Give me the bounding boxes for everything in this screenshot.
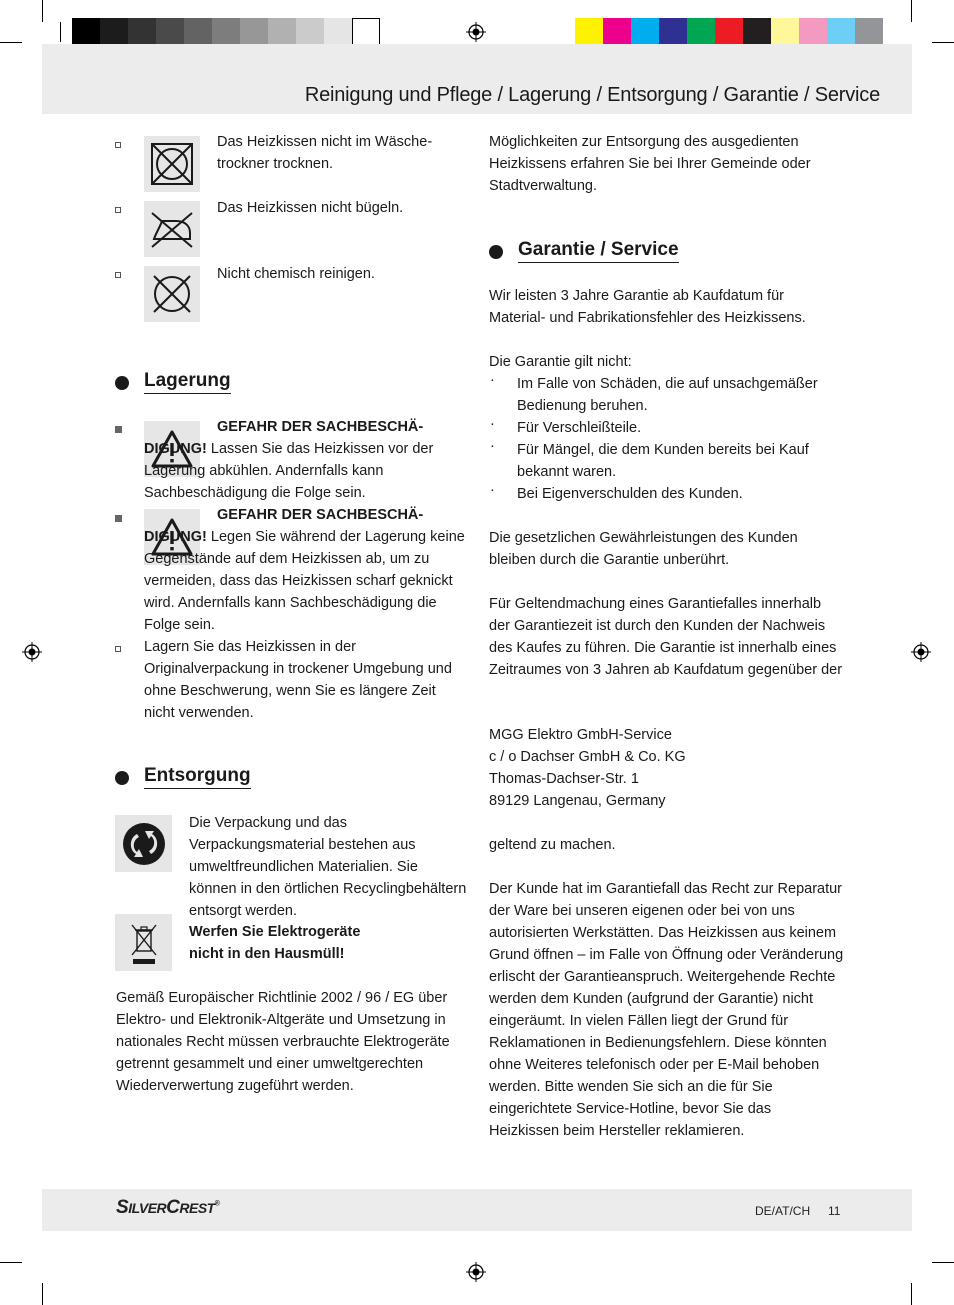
no-dry-cleaning-icon <box>149 271 195 317</box>
section-heading-entsorgung: Entsorgung <box>144 765 251 789</box>
crop-mark <box>0 1262 22 1263</box>
weee-warning <box>189 921 469 965</box>
gray-swatch <box>212 18 240 46</box>
brand-logo: SILVERCREST® <box>116 1197 220 1218</box>
gray-swatch <box>100 18 128 46</box>
care-text: Nicht chemisch reinigen. <box>217 266 375 282</box>
exclusion-item: Im Falle von Schäden, die auf unsachgemäßer Bedienung beruhen. <box>517 376 818 414</box>
warranty-text: Wir leisten 3 Jahre Garantie ab Kaufdatum für Material- und Fabrikationsfehler des Heizkissens. <box>489 288 806 326</box>
color-swatch <box>575 18 603 46</box>
care-symbol-box <box>144 136 200 192</box>
service-address <box>489 724 839 812</box>
address-line: Thomas-Dachser-Str. 1 <box>489 771 639 787</box>
registration-mark-icon <box>22 642 42 662</box>
gray-swatch <box>296 18 324 46</box>
crop-mark <box>932 42 954 43</box>
crop-mark <box>0 42 22 43</box>
warning-label: GEFAHR DER SACHBESCHÄ-DIGUNG! <box>144 507 424 545</box>
no-tumble-dry-icon <box>149 141 195 187</box>
storage-text: Lagern Sie das Heizkissen in der Originalverpackung in trockener Umgebung und ohne Beschwerung, wenn Sie es längere Zeit nicht verwenden. <box>144 639 452 721</box>
page-number: 11 <box>828 1204 841 1218</box>
gray-swatch <box>324 18 352 46</box>
warranty-text: Die Garantie gilt nicht: <box>489 354 632 370</box>
square-bullet <box>115 515 122 522</box>
checkbox-bullet <box>115 142 121 148</box>
registration-mark-icon <box>911 642 931 662</box>
color-swatch <box>827 18 855 46</box>
list-dot: · <box>490 438 495 454</box>
color-swatch <box>743 18 771 46</box>
color-swatch <box>715 18 743 46</box>
gray-swatch <box>352 18 380 46</box>
heading-bullet <box>115 771 129 785</box>
warranty-text: Die gesetzlichen Gewährleistungen des Kunden bleiben durch die Garantie unberührt. <box>489 530 798 568</box>
page-title: Reinigung und Pflege / Lagerung / Entsorgung / Garantie / Service <box>304 84 880 106</box>
crop-mark <box>932 1262 954 1263</box>
list-dot: · <box>490 372 495 388</box>
crossed-out-bin-icon <box>124 919 164 967</box>
gray-swatch <box>128 18 156 46</box>
registration-mark-icon <box>466 1262 486 1282</box>
crop-mark <box>42 0 43 22</box>
gray-swatch <box>72 18 100 46</box>
crop-mark <box>911 0 912 22</box>
warning-text <box>144 504 468 636</box>
recycle-symbol-box <box>115 815 172 872</box>
registration-mark-icon <box>466 22 486 42</box>
checkbox-bullet <box>115 646 121 652</box>
care-text: Das Heizkissen nicht bügeln. <box>217 200 404 216</box>
gray-swatch <box>268 18 296 46</box>
checkbox-bullet <box>115 272 121 278</box>
no-ironing-icon <box>148 209 196 249</box>
checkbox-bullet <box>115 207 121 213</box>
color-swatch <box>687 18 715 46</box>
color-swatch <box>631 18 659 46</box>
exclusion-item: Bei Eigenverschulden des Kunden. <box>517 486 743 502</box>
crop-mark <box>42 1283 43 1305</box>
weee-symbol-box <box>115 914 172 971</box>
care-text: Das Heizkissen nicht im Wäsche-trockner trocknen. <box>217 134 433 172</box>
language-code: DE/AT/CH <box>755 1204 811 1218</box>
gray-swatch <box>184 18 212 46</box>
care-symbol-box <box>144 266 200 322</box>
color-swatch <box>659 18 687 46</box>
color-swatch <box>771 18 799 46</box>
address-line: MGG Elektro GmbH-Service <box>489 727 672 743</box>
color-swatch <box>799 18 827 46</box>
crop-mark <box>911 1283 912 1305</box>
color-swatch <box>855 18 883 46</box>
weee-line: Werfen Sie Elektrogeräte <box>189 924 361 940</box>
disposal-intro: Möglichkeiten zur Entsorgung des ausgedienten Heizkissens erfahren Sie bei Ihrer Gemeinde oder Stadtverwaltung. <box>489 134 811 194</box>
address-line: 89129 Langenau, Germany <box>489 793 666 809</box>
section-heading-lagerung: Lagerung <box>144 370 231 394</box>
heading-bullet <box>489 245 503 259</box>
exclusion-item: Für Mängel, die dem Kunden bereits bei Kauf bekannt waren. <box>517 442 809 480</box>
crop-mark <box>60 22 61 42</box>
square-bullet <box>115 426 122 433</box>
heading-bullet <box>115 376 129 390</box>
weee-line: nicht in den Hausmüll! <box>189 946 345 962</box>
warning-body: Legen Sie während der Lagerung keine Gegenstände auf dem Heizkissen ab, um zu vermeiden, dass das Heizkissen scharf geknickt wird. Andernfalls kann Sachbeschädigung die Folge sein. <box>144 529 465 633</box>
warning-text <box>144 416 468 504</box>
recycle-text: Die Verpackung und das Verpackungsmaterial bestehen aus umweltfreundlichen Materialien. Sie können in den örtlichen Recyclingbehältern entsorgt werden. <box>189 815 467 919</box>
recycling-green-dot-icon <box>121 821 167 867</box>
care-symbol-box <box>144 201 200 257</box>
warranty-text: geltend zu machen. <box>489 837 616 853</box>
exclusion-item: Für Verschleißteile. <box>517 420 642 436</box>
directive-text: Gemäß Europäischer Richtlinie 2002 / 96 / EG über Elektro- und Elektronik-Altgeräte und Umsetzung in nationales Recht müssen verbrauchte Elektrogeräte getrennt gesammelt und einer umweltgerechten Wiederverwertung zugeführt werden. <box>116 990 450 1094</box>
warranty-text: Der Kunde hat im Garantiefall das Recht zur Reparatur der Ware bei unseren eigenen oder bei von uns autorisierten Werkstätten. Das Heizkissen aus keinem Grund öffnen – im Falle von Öffnung oder Veränderung erlischt der Garantieanspruch. Weitergehende Rechte werden dem Kunden (aufgrund der Garantie) nicht eingeräumt. In vielen Fällen liegt der Grund für Reklamationen in Bedienungsfehlern. Diese könnten ohne Weiteres telefonisch oder per E-Mail behoben werden. Bitte wenden Sie sich an die für Sie eingerichtete Service-Hotline, bevor Sie das Heizkissen beim Hersteller reklamieren. <box>489 881 844 1139</box>
gray-swatch <box>156 18 184 46</box>
list-dot: · <box>490 416 495 432</box>
color-swatch <box>603 18 631 46</box>
warranty-text: Für Geltendmachung eines Garantiefalles innerhalb der Garantiezeit ist durch den Kunden der Nachweis des Kaufes zu führen. Die Garantie ist innerhalb eines Zeitraumes von 3 Jahren ab Kaufdatum gegenüber der <box>489 596 843 678</box>
warning-label: GEFAHR DER SACHBESCHÄ-DIGUNG! <box>144 419 424 457</box>
section-heading-garantie: Garantie / Service <box>518 239 679 263</box>
gray-swatch <box>240 18 268 46</box>
address-line: c / o Dachser GmbH & Co. KG <box>489 749 686 765</box>
warning-body: Lassen Sie das Heizkissen vor der Lagerung abkühlen. Andernfalls kann Sachbeschädigung die Folge sein. <box>144 441 434 501</box>
list-dot: · <box>490 482 495 498</box>
